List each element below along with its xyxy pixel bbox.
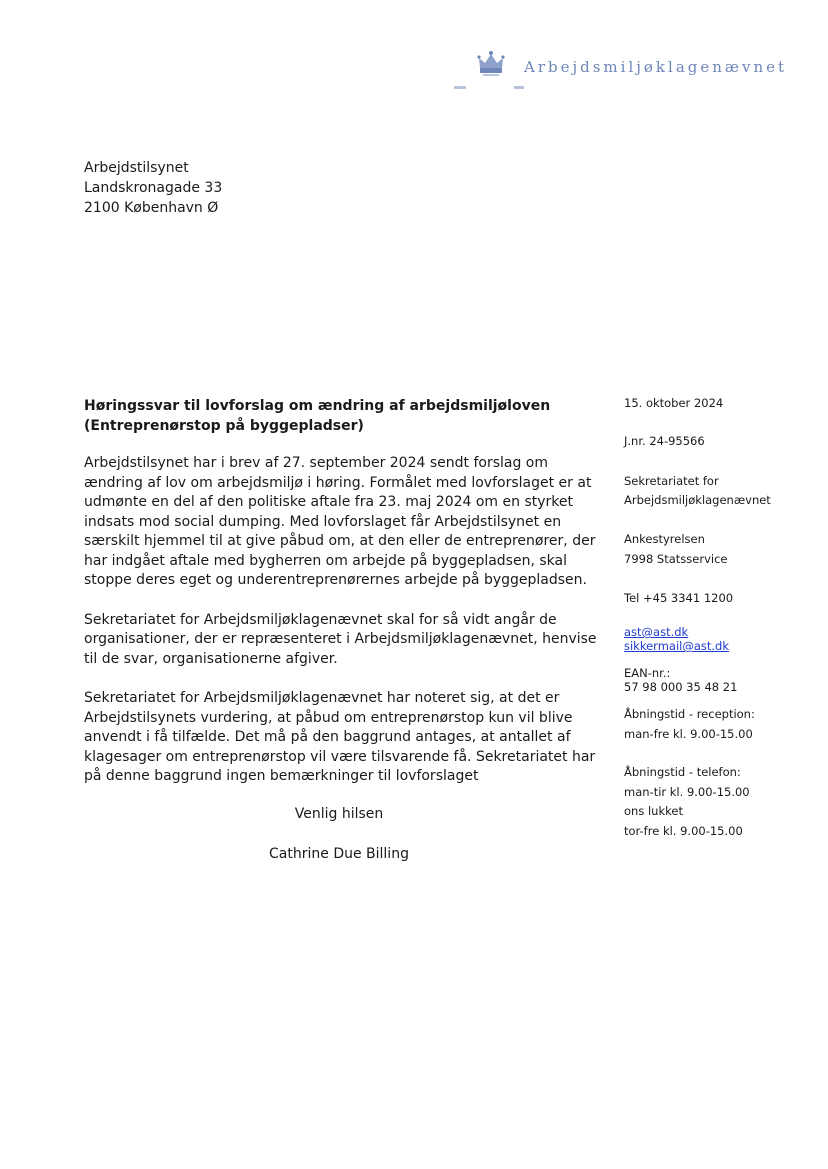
closing-greeting: Venlig hilsen: [294, 806, 384, 822]
letter-subject: [84, 396, 564, 436]
journal-number: J.nr. 24-95566: [624, 434, 705, 448]
logo-divider: [514, 86, 524, 89]
body-paragraph-1: Arbejdstilsynet har i brev af 27. september 2024 sendt forslag om ændring af lov om arbejdsmiljø i høring. Formålet med lovforslaget er at udmønte en del af den politiske aftale fra 23. maj 2024 om en styrket indsats mod social dumping. Med lovforslaget får Arbejdstilsynet en særskilt hjemmel til at give påbud om, at den eller de entreprenører, der har indgået aftale med bygherren om arbejde på byggepladsen, skal stoppe deres eget og underentreprenørernes arbejde på byggepladsen.: [84, 455, 596, 588]
agency-name: Ankestyrelsen: [624, 532, 705, 546]
phone-hours-3: tor-fre kl. 9.00-15.00: [624, 824, 743, 838]
phone-hours-1: man-tir kl. 9.00-15.00: [624, 785, 750, 799]
recipient-city: 2100 København Ø: [84, 200, 219, 216]
phone-hours-label: Åbningstid - telefon:: [624, 765, 741, 779]
logo-divider: [454, 86, 466, 89]
telephone: Tel +45 3341 1200: [624, 591, 734, 605]
phone-hours-2: ons lukket: [624, 804, 683, 818]
brand-name: Arbejdsmiljøklagenævnet: [524, 58, 788, 76]
letter-date: 15. oktober 2024: [624, 396, 724, 410]
ean-label: EAN-nr.:: [624, 666, 671, 680]
letter-body: [84, 454, 599, 807]
crown-icon: [476, 50, 506, 78]
secretariat-line-1: Sekretariatet for: [624, 474, 719, 488]
recipient-name: Arbejdstilsynet: [84, 160, 189, 176]
ean-number: 57 98 000 35 48 21: [624, 680, 738, 694]
header-logo: [470, 48, 810, 98]
secretariat-line-2: Arbejdsmiljøklagenævnet: [624, 493, 771, 507]
body-paragraph-3: Sekretariatet for Arbejdsmiljøklagenævnet har noteret sig, at det er Arbejdstilsynets vurdering, at påbud om entreprenørstop kun vil blive anvendt i få tilfælde. Det må på den baggrund antages, at antallet af klagesager om entreprenørstop vil være tilsvarende få. Sekretariatet har på denne baggrund ingen bemærkninger til lovforslaget: [84, 690, 596, 784]
subject-line-1: Høringssvar til lovforslag om ændring af arbejdsmiljøloven: [84, 398, 551, 414]
body-paragraph-2: Sekretariatet for Arbejdsmiljøklagenævnet skal for så vidt angår de organisationer, der er repræsenteret i Arbejdsmiljøklagenævnet, henvise til de svar, organisationerne afgiver.: [84, 611, 597, 667]
postal-address: 7998 Statsservice: [624, 552, 728, 566]
email-link[interactable]: ast@ast.dk: [624, 625, 689, 639]
recipient-address: [84, 158, 222, 218]
signature-name: Cathrine Due Billing: [269, 846, 409, 862]
reception-hours: man-fre kl. 9.00-15.00: [624, 727, 753, 741]
subject-line-2: (Entreprenørstop på byggepladser): [84, 418, 364, 434]
secure-email-link[interactable]: sikkermail@ast.dk: [624, 639, 729, 653]
reception-hours-label: Åbningstid - reception:: [624, 707, 755, 721]
recipient-street: Landskronagade 33: [84, 180, 223, 196]
